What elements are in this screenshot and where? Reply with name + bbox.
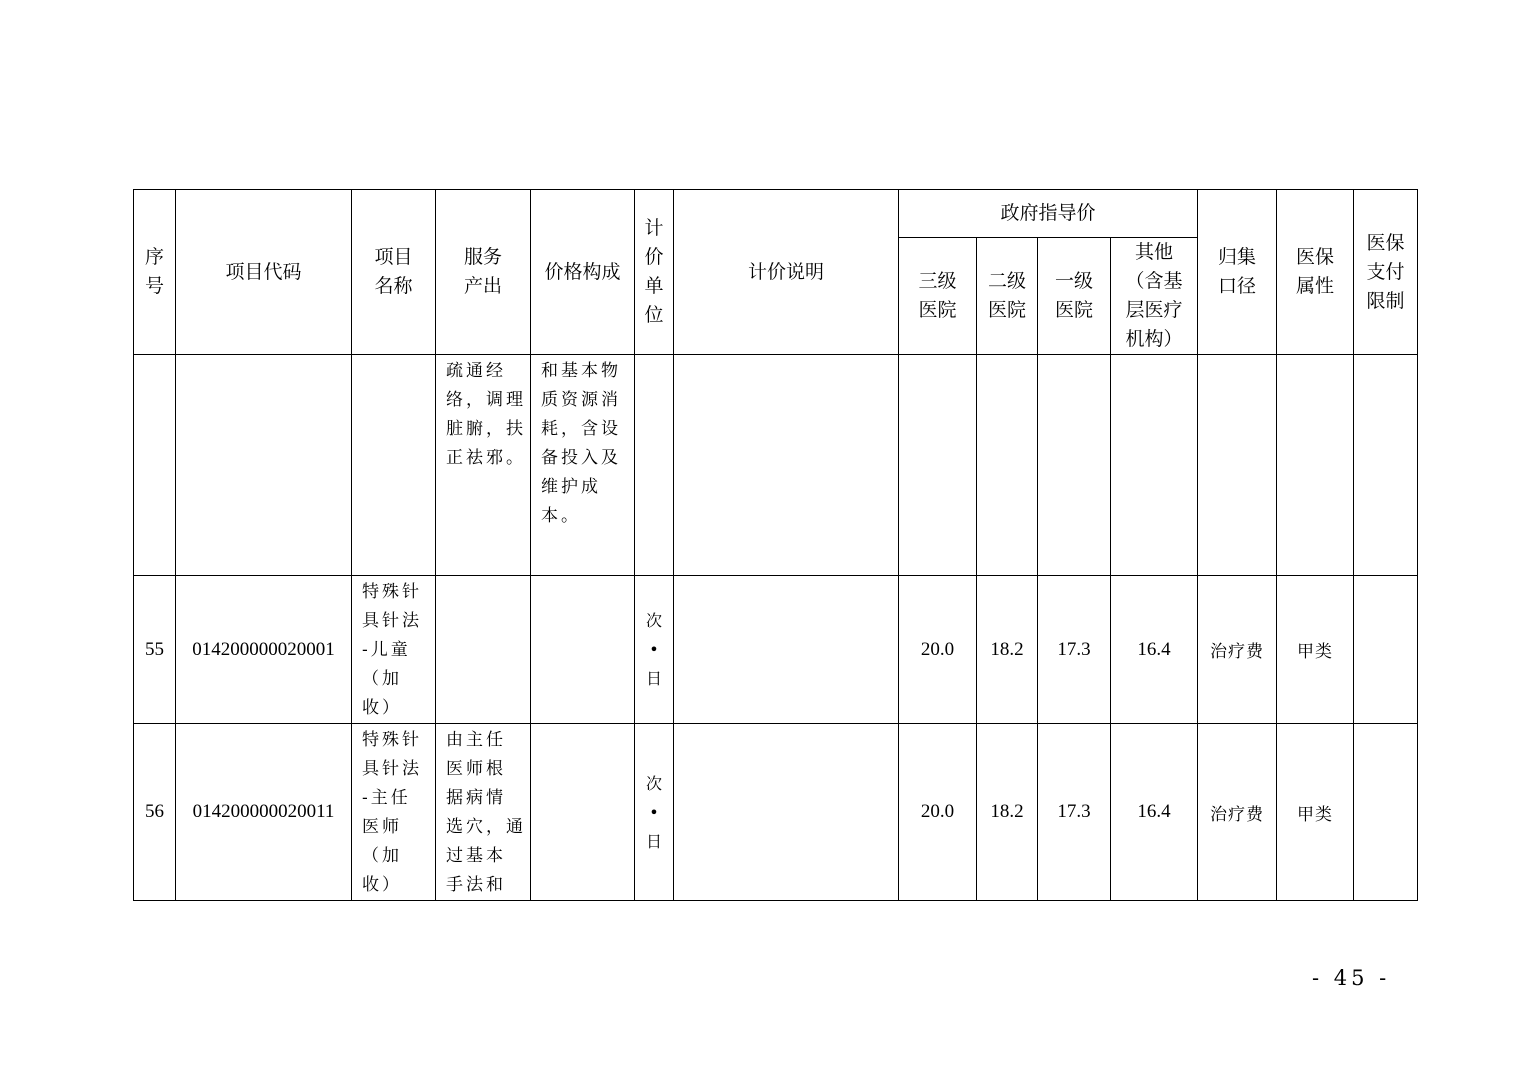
cell-seq: 56 xyxy=(134,724,176,901)
header-gov-price: 政府指导价 xyxy=(899,190,1198,238)
header-other: 其他 （含基 层医疗 机构） xyxy=(1111,238,1198,355)
cell-note xyxy=(674,355,899,576)
price-table xyxy=(133,189,1418,901)
header-level2: 二级 医院 xyxy=(977,238,1038,355)
table-row xyxy=(134,724,1418,901)
cell-unit: 次 • 日 xyxy=(635,576,674,724)
cell-note xyxy=(674,576,899,724)
cell-price-composition xyxy=(531,724,635,901)
header-service-output: 服务 产出 xyxy=(436,190,531,355)
cell-name: 特殊针 具针法 -儿童 （加 收） xyxy=(352,576,436,724)
header-price-composition: 价格构成 xyxy=(531,190,635,355)
header-pricing-note: 计价说明 xyxy=(674,190,899,355)
table-row xyxy=(134,355,1418,576)
cell-insurance-limit xyxy=(1354,724,1418,901)
cell-price-level1 xyxy=(1038,355,1111,576)
cell-unit: 次 • 日 xyxy=(635,724,674,901)
cell-price-other: 16.4 xyxy=(1111,576,1198,724)
cell-insurance-limit xyxy=(1354,355,1418,576)
cell-price-composition xyxy=(531,576,635,724)
cell-code xyxy=(176,355,352,576)
cell-price-level2: 18.2 xyxy=(977,576,1038,724)
cell-insurance-limit xyxy=(1354,576,1418,724)
cell-price-level3: 20.0 xyxy=(899,724,977,901)
cell-note xyxy=(674,724,899,901)
cell-collection: 治疗费 xyxy=(1198,576,1277,724)
cell-insurance-attr: 甲类 xyxy=(1277,724,1354,901)
header-seq: 序 号 xyxy=(134,190,176,355)
cell-price-composition: 和基本物 质资源消 耗，含设 备投入及 维护成 本。 xyxy=(531,355,635,576)
cell-service-output: 疏通经 络，调理 脏腑，扶 正祛邪。 xyxy=(436,355,531,576)
cell-price-level1: 17.3 xyxy=(1038,724,1111,901)
cell-collection: 治疗费 xyxy=(1198,724,1277,901)
cell-price-level2: 18.2 xyxy=(977,724,1038,901)
cell-code: 014200000020011 xyxy=(176,724,352,901)
header-code: 项目代码 xyxy=(176,190,352,355)
cell-price-level1: 17.3 xyxy=(1038,576,1111,724)
header-row-top xyxy=(134,190,1418,238)
cell-insurance-attr xyxy=(1277,355,1354,576)
header-insurance-attr: 医保 属性 xyxy=(1277,190,1354,355)
cell-price-level3: 20.0 xyxy=(899,576,977,724)
cell-name xyxy=(352,355,436,576)
cell-insurance-attr: 甲类 xyxy=(1277,576,1354,724)
cell-seq xyxy=(134,355,176,576)
page-number: - 45 - xyxy=(1312,966,1391,990)
cell-price-other: 16.4 xyxy=(1111,724,1198,901)
cell-code: 014200000020001 xyxy=(176,576,352,724)
cell-unit xyxy=(635,355,674,576)
table-row xyxy=(134,576,1418,724)
header-collection: 归集 口径 xyxy=(1198,190,1277,355)
cell-price-level2 xyxy=(977,355,1038,576)
cell-price-other xyxy=(1111,355,1198,576)
cell-seq: 55 xyxy=(134,576,176,724)
cell-service-output xyxy=(436,576,531,724)
cell-price-level3 xyxy=(899,355,977,576)
header-level3: 三级 医院 xyxy=(899,238,977,355)
cell-name: 特殊针 具针法 -主任 医师 （加 收） xyxy=(352,724,436,901)
header-level1: 一级 医院 xyxy=(1038,238,1111,355)
cell-collection xyxy=(1198,355,1277,576)
header-insurance-limit: 医保 支付 限制 xyxy=(1354,190,1418,355)
header-name: 项目 名称 xyxy=(352,190,436,355)
cell-service-output: 由主任 医师根 据病情 选穴，通 过基本 手法和 xyxy=(436,724,531,901)
header-pricing-unit: 计 价 单 位 xyxy=(635,190,674,355)
